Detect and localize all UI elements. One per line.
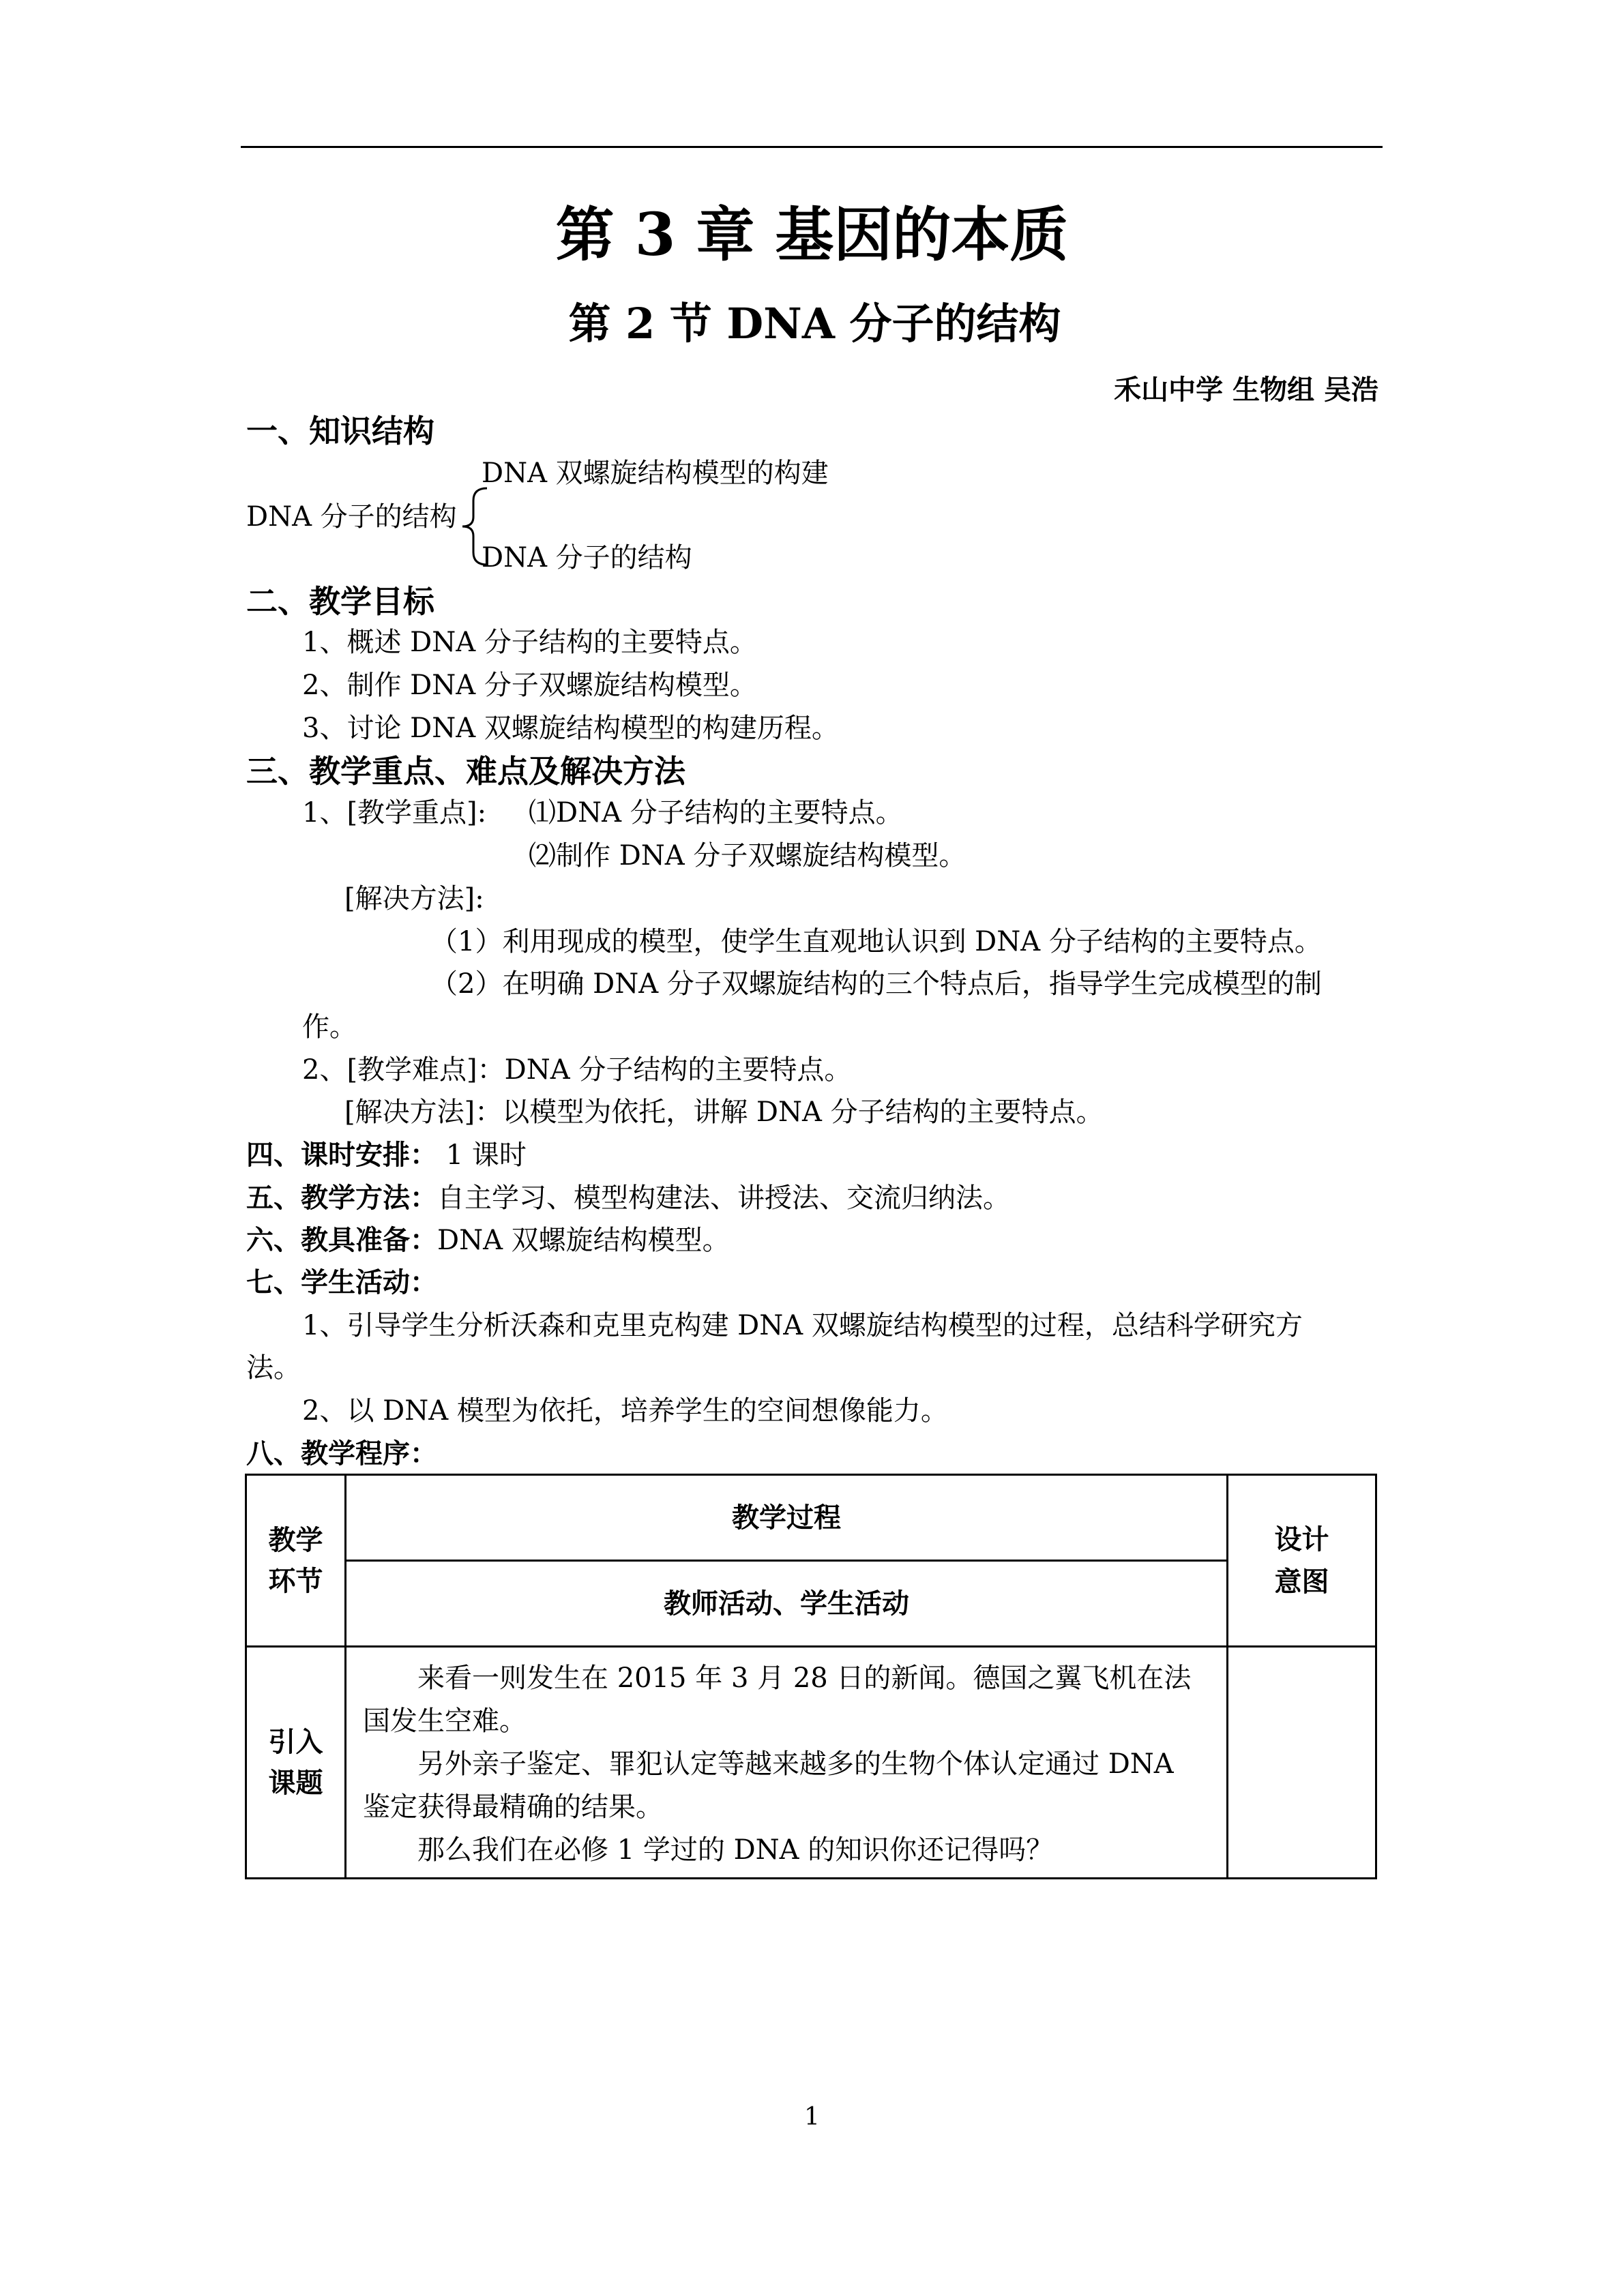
table-header-stage <box>246 1475 346 1647</box>
goal-item: 3、讨论 DNA 双螺旋结构模型的构建历程。 <box>302 713 839 744</box>
structure-root: DNA 分子的结构 <box>246 501 457 533</box>
header-intent-line: 意图 <box>1274 1565 1329 1598</box>
procedure-table <box>245 1474 1377 1879</box>
class-hours-value: 1 课时 <box>437 1139 527 1171</box>
table-header-intent <box>1228 1475 1376 1647</box>
structure-branch-1: DNA 双螺旋结构模型的构建 <box>482 458 829 489</box>
header-intent-line: 设计 <box>1274 1523 1329 1555</box>
activity-item: 1、引导学生分析沃森和克里克构建 DNA 双螺旋结构模型的过程，总结科学研究方 <box>302 1310 1303 1341</box>
intro-paragraph: 另外亲子鉴定、罪犯认定等越来越多的生物个体认定通过 DNA 鉴定获得最精确的结果。 <box>363 1748 1174 1823</box>
method-item-continuation: 作。 <box>302 1011 357 1043</box>
header-rule <box>241 146 1383 148</box>
row-label-intro <box>246 1647 346 1879</box>
header-stage-line: 教学 <box>268 1523 323 1556</box>
table-subheader-activities: 教师活动、学生活动 <box>346 1561 1228 1647</box>
teaching-methods-label: 五、教学方法： <box>246 1182 437 1214</box>
method-item: （2）在明确 DNA 分子双螺旋结构的三个特点后，指导学生完成模型的制 <box>430 968 1322 1000</box>
page-number: 1 <box>804 2103 820 2131</box>
class-hours-line <box>246 1136 527 1174</box>
focus-item: ⑴DNA 分子结构的主要特点。 <box>529 797 903 829</box>
chapter-title: 第 3 章 基因的本质 <box>555 200 1069 269</box>
teaching-methods-line <box>246 1179 1010 1217</box>
teaching-methods-value: 自主学习、模型构建法、讲授法、交流归纳法。 <box>437 1182 1010 1214</box>
method-item: （1）利用现成的模型，使学生直观地认识到 DNA 分子结构的主要特点。 <box>430 926 1322 957</box>
row-label-line: 课题 <box>268 1766 323 1799</box>
goal-item: 1、概述 DNA 分子结构的主要特点。 <box>302 627 757 658</box>
teaching-aids-line <box>246 1221 730 1259</box>
difficulty-method: [解决方法]：以模型为依托，讲解 DNA 分子结构的主要特点。 <box>344 1097 1104 1128</box>
intro-paragraph: 那么我们在必修 1 学过的 DNA 的知识你还记得吗？ <box>417 1834 1054 1866</box>
focus-item: ⑵制作 DNA 分子双螺旋结构模型。 <box>529 840 966 871</box>
class-hours-label: 四、课时安排： <box>246 1139 437 1171</box>
author-line: 禾山中学 生物组 吴浩 <box>1114 374 1378 406</box>
heading-key-points: 三、教学重点、难点及解决方法 <box>246 753 685 790</box>
activity-item: 2、以 DNA 模型为依托，培养学生的空间想像能力。 <box>302 1395 948 1427</box>
focus-label: 1、[教学重点]: <box>302 797 487 829</box>
difficulty-line: 2、[教学难点]：DNA 分子结构的主要特点。 <box>302 1054 852 1086</box>
goal-item: 2、制作 DNA 分子双螺旋结构模型。 <box>302 670 757 701</box>
heading-teaching-goals: 二、教学目标 <box>246 583 434 620</box>
teaching-aids-label: 六、教具准备： <box>246 1224 437 1256</box>
activity-item-continuation: 法。 <box>246 1352 301 1384</box>
row-intro-content <box>346 1647 1228 1879</box>
section-title: 第 2 节 DNA 分子的结构 <box>568 299 1061 348</box>
row-intro-intent <box>1228 1647 1376 1879</box>
table-header-process: 教学过程 <box>346 1475 1228 1561</box>
row-label-line: 引入 <box>268 1725 323 1758</box>
heading-knowledge-structure: 一、知识结构 <box>246 413 434 449</box>
teaching-aids-value: DNA 双螺旋结构模型。 <box>437 1225 730 1256</box>
heading-teaching-procedure: 八、教学程序： <box>246 1437 437 1470</box>
intro-paragraph: 来看一则发生在 2015 年 3 月 28 日的新闻。德国之翼飞机在法国发生空难。 <box>363 1663 1192 1737</box>
structure-branch-2: DNA 分子的结构 <box>482 542 692 573</box>
header-stage-line: 环节 <box>268 1564 323 1597</box>
heading-student-activities: 七、学生活动： <box>246 1266 437 1298</box>
method-label: [解决方法]: <box>344 883 484 914</box>
